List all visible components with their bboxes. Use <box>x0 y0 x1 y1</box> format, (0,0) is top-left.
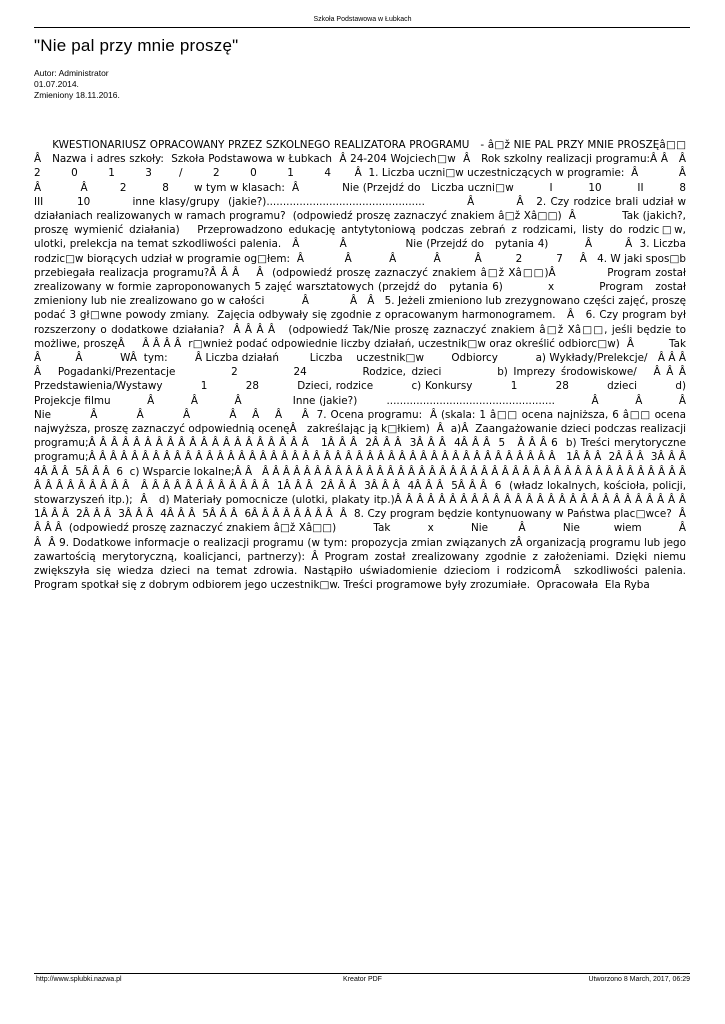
site-name-header: Szkoła Podstawowa w Łubkach <box>313 16 412 23</box>
footer-generator: Kreator PDF <box>343 976 382 983</box>
footer-created-date: Utworzono 8 March, 2017, 06:29 <box>588 976 690 983</box>
header-divider <box>34 27 690 28</box>
article-author: Autor: Administrator <box>34 68 109 78</box>
article-body: KWESTIONARIUSZ OPRACOWANY PRZEZ SZKOLNEGO REALIZATORA PROGRAMU - â□ž NIE PAL PRZY MNIE PROSZĘâ□□ Â Nazwa i adres szkoły: Szkoła Podstawowa w Łubkach Â 24-204 Wojciech□w Â Rok szkolny realizacji programu:Â Â Â 2 0 1 3 / 2 0 1 4 Â 1. Liczba uczni□w uczestniczących w programie: Â Â Â Â 2 8 w tym w klasach: Â Nie (Przejdź do Liczba uczni□w I 10 II 8 III 10 inne klasy/grupy (jakie?)................................................ Â Â 2. Czy rodzice brali udział w działaniach realizowanych w ramach programu? (odpowiedź proszę zaznaczyć znakiem â□ž Xâ□□) Â Tak (jakich?, proszę wymienić działania) Przeprowadzono edukację antytytoniową podczas zebrań z rodzicami, listy do rodzic□w, ulotki, prelekcja na temat szkodliwości palenia. Â Â Nie (Przejdź do pytania 4) Â Â 3. Liczba rodzic□w biorących udział w programie og□łem: Â Â Â Â Â 2 7 Â 4. W jaki spos□b przebiegała realizacja programu?Â Â Â Â (odpowiedź proszę zaznaczyć znakiem â□ž Xâ□□)Â Program został zrealizowany w formie zaproponowanych 5 zajęć warsztatowych (przejdź do pytania 6) x Program został zmieniony lub nie zrealizowano go w całości Â Â Â 5. Jeżeli zmieniono lub zrezygnowano części zajęć, proszę podać 3 gł□wne powody zmiany. Zajęcia odbywały się zgodnie z opracowanym harmonogramem. Â 6. Czy program był rozszerzony o dodatkowe działania? Â Â Â Â (odpowiedź Tak/Nie proszę zaznaczyć znakiem â□ž Xâ□□, jeśli będzie to możliwe, proszęÂ Â Â Â Â r□wnież podać odpowiednie liczby działań, uczestnik□w oraz określić odbiorc□w) Â Tak Â Â WÂ tym: Â Liczba działań Liczba uczestnik□w Odbiorcy a) Wykłady/Prelekcje/ Â Â Â Â Pogadanki/Prezentacje 2 24 Rodzice, dzieci b) Imprezy środowiskowe/ Â Â Â Przedstawienia/Wystawy 1 28 Dzieci, rodzice c) Konkursy 1 28 dzieci d) Projekcje filmu Â Â Â Inne (jakie?) ................................................... Â Â Â Nie Â Â Â Â Â Â Â 7. Ocena programu: Â (skala: 1 â□□ ocena najniższa, 6 â□□ ocena najwyższa, proszę zaznaczyć odpowiednią ocenęÂ zakreślając ją k□łkiem) Â a)Â Zaangażowanie dzieci podczas realizacji programu;Â Â Â Â Â Â Â Â Â Â Â Â Â Â Â Â Â Â Â Â 1Â Â Â 2Â Â Â 3Â Â Â 4Â Â Â 5 Â Â Â 6 b) Treści merytoryczne programu;Â Â Â Â Â Â Â Â Â Â Â Â Â Â Â Â Â Â Â Â Â Â Â Â Â Â Â Â Â Â Â Â Â Â Â Â Â Â Â Â Â Â Â Â 1Â Â Â 2Â Â Â 3Â Â Â 4Â Â Â 5Â Â Â 6 c) Wsparcie lokalne;Â Â Â Â Â Â Â Â Â Â Â Â Â Â Â Â Â Â Â Â Â Â Â Â Â Â Â Â Â Â Â Â Â Â Â Â Â Â Â Â Â Â Â Â Â Â Â Â Â Â Â Â Â Â Â Â Â Â Â Â Â Â Â Â 1Â Â Â 2Â Â Â 3Â Â Â 4Â Â Â 5Â Â Â 6 (władz lokalnych, kościoła, policji, stowarzyszeń itp.); Â d) Materiały pomocnicze (ulotki, plakaty itp.)Â Â Â Â Â Â Â Â Â Â Â Â Â Â Â Â Â Â Â Â Â Â Â Â Â Â Â 1Â Â Â 2Â Â Â 3Â Â Â 4Â Â Â 5Â Â Â 6Â Â Â Â Â Â Â Â Â 8. Czy program będzie kontynuowany w Państwa plac□wce? Â Â Â Â (odpowiedź proszę zaznaczyć znakiem â□ž Xâ□□) Tak x Nie Â Nie wiem Â Â Â 9. Dodatkowe informacje o realizacji programu (w tym: propozycja zmian związanych zÂ organizacją programu lub jego zawartością merytoryczną, koalicjanci, partnerzy): Â Program został zrealizowany zgodnie z założeniami. Dzięki niemu zwiększyła się wiedza dzieci na temat zdrowia. Nastąpiło uświadomienie dzieciom i rodzicomÂ szkodliwości palenia. Program spotkał się z dobrym odbiorem jego uczestnik□w. Treści programowe były zrozumiałe. Opracowała Ela Ryba <box>34 139 723 592</box>
footer-divider <box>34 973 690 974</box>
article-modified-date: Zmieniony 18.11.2016. <box>34 90 120 100</box>
footer-url-link[interactable]: http://www.splubki.nazwa.pl <box>36 976 122 983</box>
article-title: "Nie pal przy mnie proszę" <box>34 36 239 55</box>
article-meta <box>34 68 120 101</box>
article-date: 01.07.2014. <box>34 79 79 89</box>
